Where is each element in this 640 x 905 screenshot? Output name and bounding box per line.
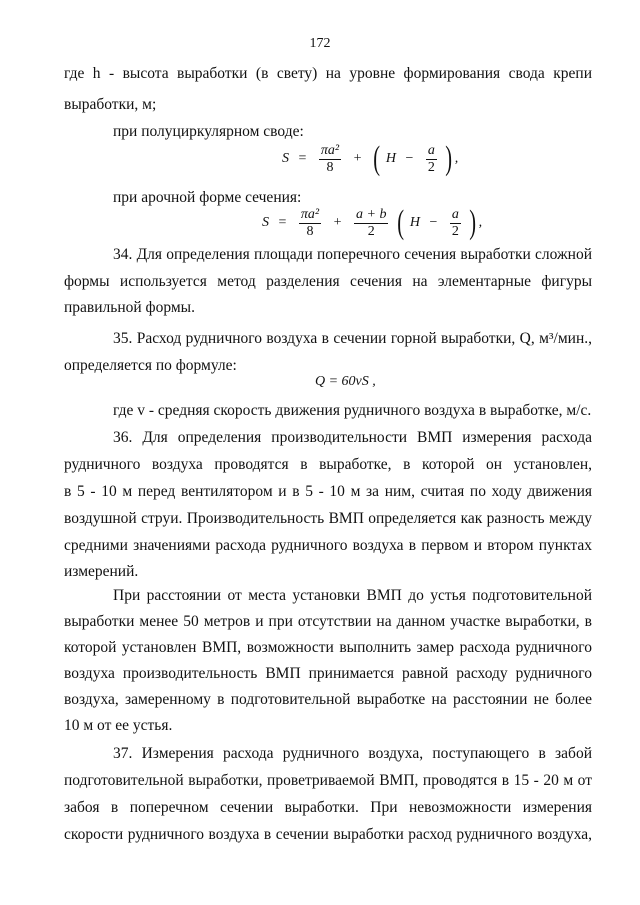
text-line: 37. Измерения расхода рудничного воздуха, поступающего в забой [113,745,592,762]
text-line: подготовительной выработки, проветриваемой ВМП, проводятся в 15 - 20 м от [64,772,592,789]
text-line: определяется по формуле: [64,357,237,374]
formula-semicircular: S = $\frac{\text{πa²}}{8}$ + ( H − $\frac{a}{2}$ ) , [282,140,459,177]
text-line: 36. Для определения производительности ВМП измерения расхода [113,429,592,446]
text-line: средними значениями расхода рудничного воздуха в первом и втором пунктах [64,537,592,554]
formula-arched: S = $\frac{\text{πa²}}{8}$ + $\frac{a + b}{2}$ ( H − $\frac{a}{2}$ ) , [262,204,483,241]
text-line: воздушной струи. Производительность ВМП определяется как разность между [64,510,592,527]
text-line: где v - средняя скорость движения рудничного воздуха в выработке, м/с. [113,402,592,419]
text-line: 35. Расход рудничного воздуха в сечении горной выработки, Q, м³/мин., [113,330,592,347]
text-line: рудничного воздуха проводятся в выработке, в которой он установлен, [64,456,592,473]
text-line: формы используется метод разделения сечения на элементарные фигуры [64,273,592,290]
text-line: воздуха, замеренному в подготовительной выработке на расстоянии не более [64,691,592,708]
text-line: воздуха производительность ВМП принимается равной расходу рудничного [64,665,592,682]
text-line: при арочной форме сечения: [113,189,302,206]
text-line: выработки менее 50 метров и при отсутствии на данном участке выработки, в [64,613,592,630]
text-line: где h - высота выработки (в свету) на уровне формирования свода крепи [64,65,592,82]
text-line: которой установлен ВМП, возможности выполнить замер расхода рудничного [64,639,592,656]
formula-airflow: Q = 60vS , [315,374,376,389]
text-line: 34. Для определения площади поперечного сечения выработки сложной [113,246,592,263]
text-line: скорости рудничного воздуха в сечении выработки расход рудничного воздуха, [64,826,592,843]
text-line: в 5 - 10 м перед вентилятором и в 5 - 10 м за ним, считая по ходу движения [64,483,592,500]
text-line: 10 м от ее устья. [64,717,173,734]
text-line: выработки, м; [64,96,157,113]
text-line: забоя в поперечном сечении выработки. При невозможности измерения [64,799,592,816]
text-line: правильной формы. [64,299,195,316]
text-line: при полуциркулярном своде: [113,123,304,140]
page-number: 172 [309,36,331,51]
text-line: При расстоянии от места установки ВМП до устья подготовительной [113,587,592,604]
text-line: измерений. [64,563,139,580]
